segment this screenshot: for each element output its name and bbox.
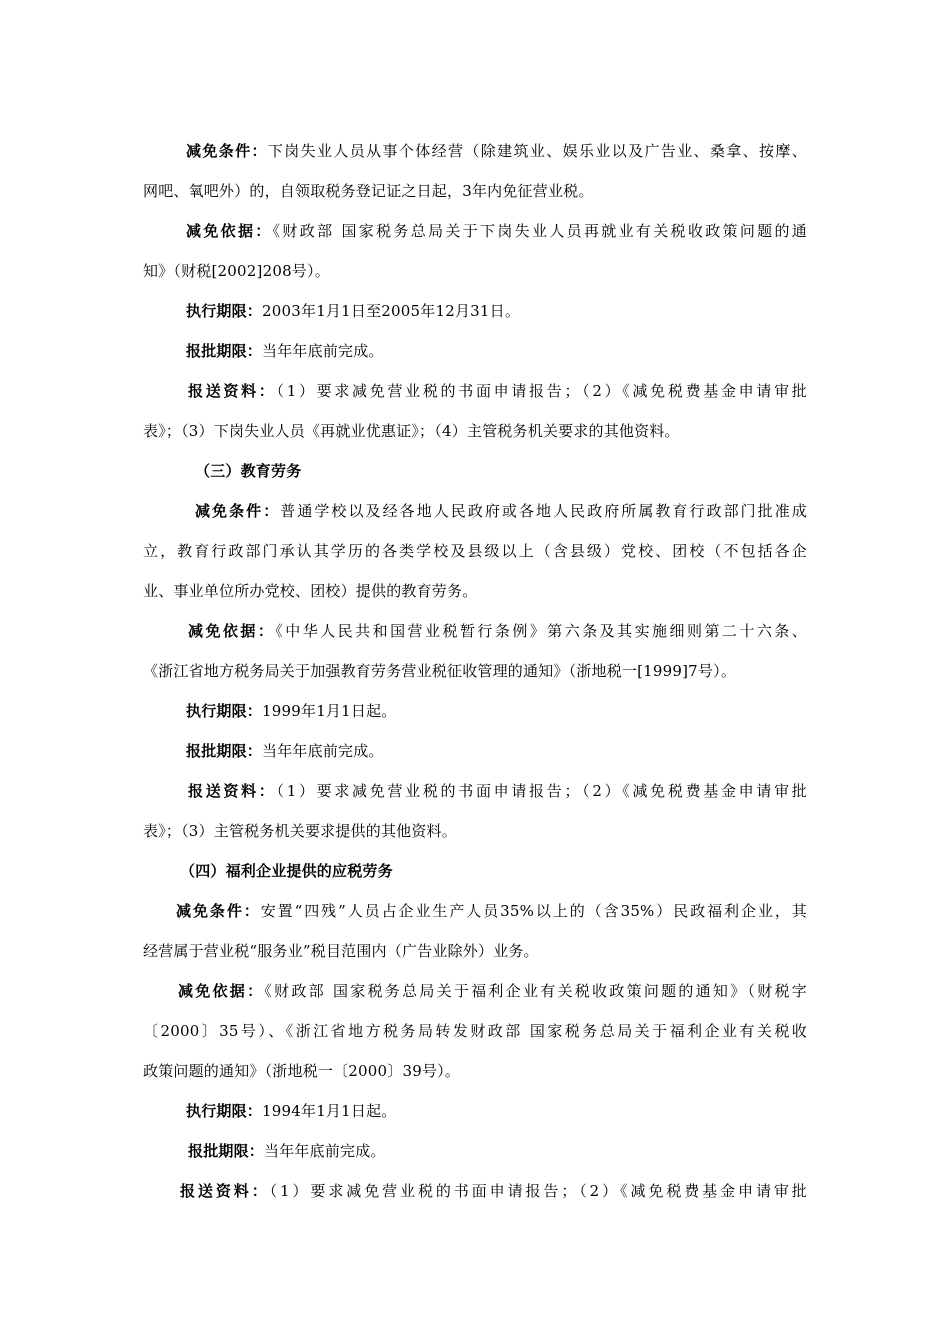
entry-label: 减免条件：: [195, 502, 281, 520]
entry-text: 《财政部 国家税务总局关于福利企业有关税收政策问题的通知》（财税字: [264, 982, 807, 1000]
entry-line: [143, 741, 850, 761]
entry-label: 报批期限：: [186, 742, 263, 760]
entry-text: 2003年1月1日至2005年12月31日。: [262, 302, 521, 320]
entry-text: 《中华人民共和国营业税暂行条例》第六条及其实施细则第二十六条、: [275, 622, 807, 640]
entry-text: 1994年1月1日起。: [262, 1102, 397, 1120]
entry-line: [143, 261, 807, 281]
entry-line: [143, 221, 807, 241]
entry-line: [143, 781, 807, 801]
entry-label: 减免条件：: [186, 142, 268, 160]
entry-label: 报送资料：: [188, 782, 277, 800]
entry-text: 当年年底前完成。: [262, 742, 384, 760]
entry-line: [143, 701, 850, 721]
entry-label: 减免依据：: [178, 982, 265, 1000]
entry-line: [143, 181, 807, 201]
entry-label: 报送资料：: [180, 1182, 270, 1200]
entry-line: [143, 621, 807, 641]
entry-label: 执行期限：: [186, 1102, 263, 1120]
entry-label: 报送资料：: [188, 382, 277, 400]
entry-line: [143, 1181, 807, 1201]
entry-label: 执行期限：: [186, 302, 263, 320]
entry-text: 政策问题的通知》（浙地税一〔2000〕39号）。: [143, 1062, 461, 1080]
entry-line: [143, 1101, 850, 1121]
entry-line: [143, 141, 807, 161]
entry-line: [143, 1021, 807, 1041]
section-heading: （三）教育劳务: [195, 462, 302, 480]
entry-text: 《财政部 国家税务总局关于下岗失业人员再就业有关税收政策问题的通: [272, 222, 807, 240]
entry-label: 执行期限：: [186, 702, 263, 720]
entry-line: [143, 341, 850, 361]
section-heading: （四）福利企业提供的应税劳务: [180, 862, 393, 880]
entry-text: （1）要求减免营业税的书面申请报告；（2）《减免税费基金申请审批: [276, 782, 807, 800]
entry-label: 减免依据：: [188, 622, 276, 640]
entry-text: 知》（财税[2002]208号）。: [143, 262, 330, 280]
entry-text: 经营属于营业税“服务业”税目范围内（广告业除外）业务。: [143, 942, 539, 960]
entry-line: [143, 661, 807, 681]
entry-line: [143, 501, 807, 521]
entry-text: （1）要求减免营业税的书面申请报告；（2）《减免税费基金申请审批: [276, 382, 807, 400]
entry-line: [143, 581, 807, 601]
entry-line: [143, 381, 807, 401]
entry-line: [143, 901, 807, 921]
entry-line: [143, 821, 807, 841]
entry-label: 报批期限：: [186, 342, 263, 360]
entry-text: 普通学校以及经各地人民政府或各地人民政府所属教育行政部门批准成: [280, 502, 807, 520]
entry-line: [143, 1061, 807, 1081]
entry-text: 下岗失业人员从事个体经营（除建筑业、娱乐业以及广告业、桑拿、按摩、: [267, 142, 807, 160]
entry-text: 网吧、氧吧外）的，自领取税务登记证之日起，3年内免征营业税。: [143, 182, 594, 200]
entry-line: [143, 301, 850, 321]
entry-text: 安置“四残”人员占企业生产人员35%以上的（含35%）民政福利企业，其: [260, 902, 807, 920]
entry-text: 表》；（3）下岗失业人员《再就业优惠证》；（4）主管税务机关要求的其他资料。: [143, 422, 680, 440]
entry-text: 《浙江省地方税务局关于加强教育劳务营业税征收管理的通知》（浙地税一[1999]7号）。: [143, 662, 737, 680]
entry-text: 1999年1月1日起。: [262, 702, 397, 720]
entry-text: 业、事业单位所办党校、团校）提供的教育劳务。: [143, 582, 478, 600]
entry-line: [143, 981, 807, 1001]
entry-line: [143, 941, 807, 961]
entry-text: 当年年底前完成。: [264, 1142, 386, 1160]
entry-text: 表》；（3）主管税务机关要求提供的其他资料。: [143, 822, 457, 840]
entry-label: 减免依据：: [186, 222, 273, 240]
entry-text: 〔2000〕35号）、《浙江省地方税务局转发财政部 国家税务总局关于福利企业有关税收: [143, 1022, 807, 1040]
entry-line: [143, 1141, 852, 1161]
entry-line: [143, 421, 807, 441]
entry-text: （1）要求减免营业税的书面申请报告；（2）《减免税费基金申请审批: [269, 1182, 807, 1200]
entry-label: 减免条件：: [176, 902, 261, 920]
entry-label: 报批期限：: [188, 1142, 265, 1160]
entry-text: 当年年底前完成。: [262, 342, 384, 360]
entry-line: [143, 541, 807, 561]
entry-text: 立，教育行政部门承认其学历的各类学校及县级以上（含县级）党校、团校（不包括各企: [143, 542, 807, 560]
